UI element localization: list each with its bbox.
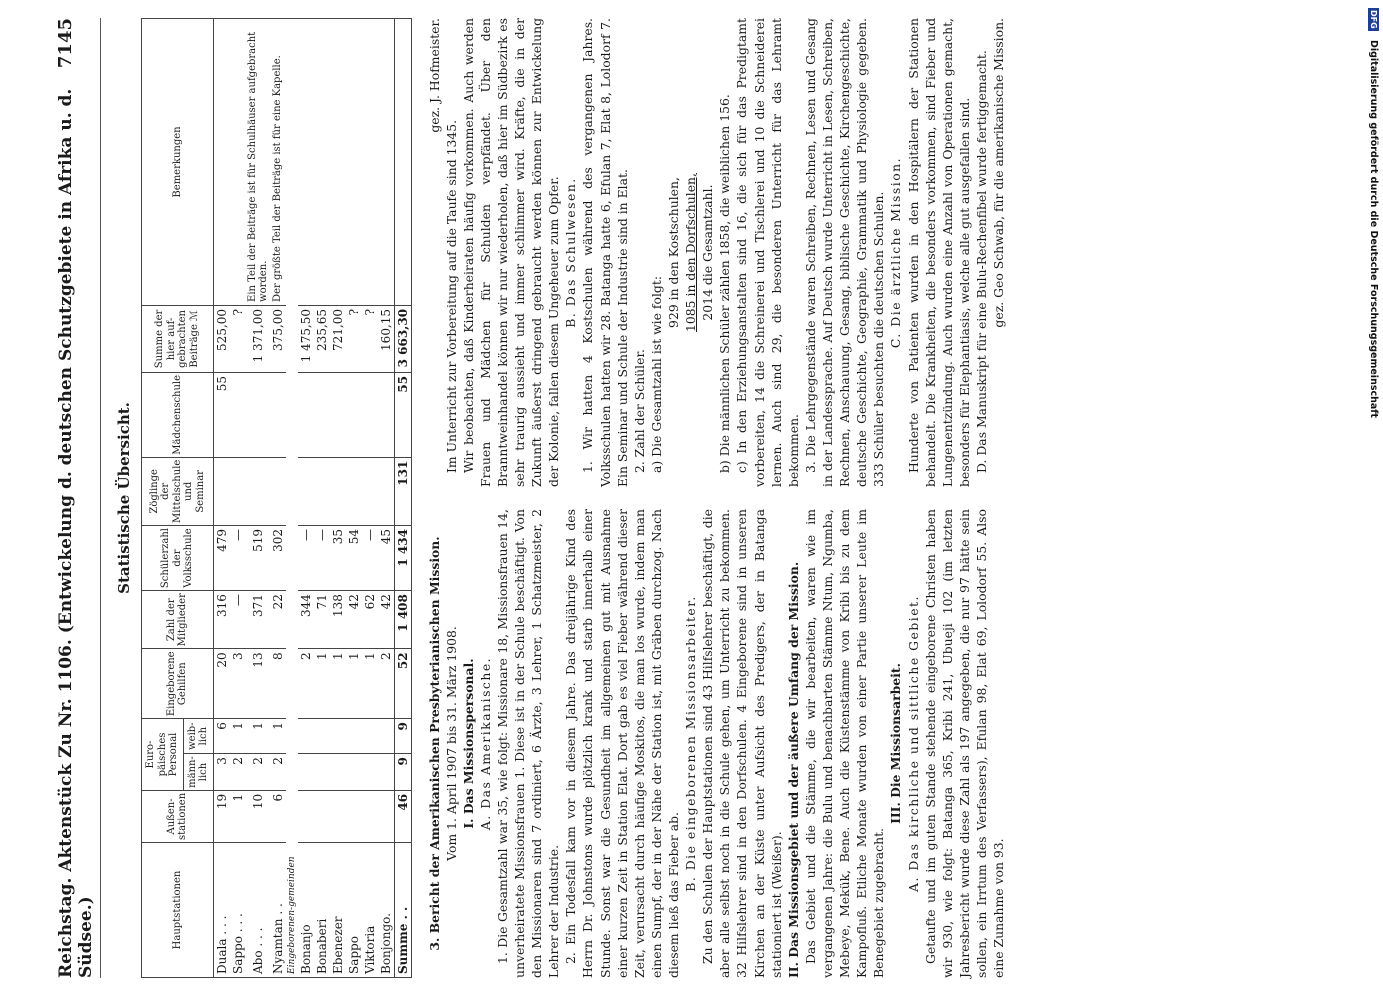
table-row	[378, 19, 395, 978]
col-header-haupt: Hauptstationen	[142, 843, 214, 978]
table-cell-w	[362, 719, 378, 754]
table-cell-mitgl: 42	[346, 591, 362, 649]
table-cell-volks: —	[230, 526, 246, 591]
table-cell-mittel	[330, 457, 346, 525]
table-cell-geh: 3	[230, 649, 246, 719]
credit-text: Digitalisierung gefördert durch die Deutsche Forschungsgemeinschaft	[1368, 39, 1379, 418]
table-cell-volks: —	[298, 526, 314, 591]
paragraph: c) In den Erziehungsanstalten sind 16, die sich für das Predigtamt vorbereiten, 14 die Schreinerei und Tischlerei und 10 die Schneiderei lernen. Auch sind 29, die besonderen Unterricht für das Lehramt bekommen.	[734, 18, 801, 487]
col-header-gehilfen: Eingeborene Gehilfen	[142, 649, 214, 719]
dfg-logo: DFG	[1369, 10, 1378, 29]
sum-cell-m: 9	[394, 754, 411, 791]
table-cell-name: Viktoria	[362, 843, 378, 978]
table-cell-aussen	[362, 790, 378, 842]
table-cell-aussen	[330, 790, 346, 842]
table-cell-volks: —	[314, 526, 330, 591]
table-cell-m	[346, 754, 362, 791]
table-row	[362, 19, 378, 978]
table-cell-summe: 235,65	[314, 305, 330, 372]
digitization-credit	[1361, 8, 1379, 998]
table-cell-aussen	[346, 790, 362, 842]
paragraph: a) Die Gesamtzahl ist wie folgt:	[648, 275, 664, 473]
table-cell-aussen: 1	[230, 790, 246, 842]
table-cell-mitgl: —	[230, 591, 246, 649]
table-cell-w	[330, 719, 346, 754]
section-B-heading: B. Das Schulwesen.	[563, 177, 579, 328]
table-cell-aussen: 10	[246, 790, 270, 842]
table-cell-mittel	[246, 457, 270, 525]
table-cell-maed	[362, 372, 378, 457]
table-cell-mitgl: 138	[330, 591, 346, 649]
table-cell-mitgl: 22	[270, 591, 286, 649]
table-cell-name: Nyamtan . .	[270, 843, 286, 978]
table-cell-w	[298, 719, 314, 754]
table-cell-mittel	[230, 457, 246, 525]
table-cell-m	[298, 754, 314, 791]
col-header-mittel: Zöglinge der Mittelschule und Seminar	[142, 457, 214, 525]
sum-cell-name: Summe . .	[394, 843, 411, 978]
table-cell-aussen: 19	[213, 790, 230, 842]
section-IB-heading: B. Die eingeborenen Missionsarbeiter.	[683, 595, 699, 892]
group-label-row	[286, 19, 298, 978]
paragraph: D. Das Manuskript für eine Bulu-Rechenfibel wurde fertiggemacht.	[974, 50, 989, 473]
table-cell-w: 6	[213, 719, 230, 754]
table-cell-mittel	[314, 457, 330, 525]
previous-signature: gez. J. Hofmeister.	[426, 18, 442, 133]
count-line: 1085 in den Dorfschulen,	[683, 173, 699, 332]
table-cell-m: 3	[213, 754, 230, 791]
report-date: Vom 1. April 1907 bis 31. März 1908.	[443, 626, 459, 861]
count-line: 2014 die Gesamtzahl.	[700, 184, 716, 321]
table-cell-summe: 160,15	[378, 305, 395, 372]
table-cell-aussen	[314, 790, 330, 842]
table-cell-bem: Der größte Teil der Beiträge ist für eine Kapelle.	[270, 19, 286, 306]
table-row	[330, 19, 346, 978]
table-cell-name: Duala . . .	[213, 843, 230, 978]
paragraph: b) Die männlichen Schüler zählen 1858, die weiblichen 156.	[717, 94, 733, 473]
table-cell-bem	[314, 19, 330, 306]
table-cell-maed	[298, 372, 314, 457]
section-C-heading: C. Die ärztliche Mission.	[888, 156, 904, 349]
section-II-heading: II. Das Missionsgebiet und der äußere Umfang der Mission.	[785, 561, 801, 978]
paragraph: Das Gebiet und die Stämme, die wir bearbeiten, waren wie im vergangenen Jahre: die Bulu und benachbarten Stämme Ntum, Ngumba, Mebeye, Mekük, Bene. Auch die Küstenstämme von Kribi bis zu dem Kampofluß. Etliche Monate wurden von einer Partie unserer Leute im Benegebiet zugebracht.	[802, 509, 887, 978]
sum-cell-aussen: 46	[394, 790, 411, 842]
table-cell-mitgl: 316	[213, 591, 230, 649]
paragraph: 1. Wir hatten 4 Kostschulen während des vergangenen Jahres. Volksschulen hatten wir 28. Batanga hatte 6, Efulan 7, Elat 8, Lolodorf 7. Ein Seminar und Schule der Industrie sind in Elat.	[580, 18, 630, 487]
table-cell-m	[330, 754, 346, 791]
table-row	[213, 19, 230, 978]
paragraph: Hunderte von Patienten wurden in den Hospitälern der Stationen behandelt. Die Krankheiten, die besonders vorkommen, sind Fieber und Lungenentzündung. Auch wurden eine Anzahl von Operationen gemacht, besonders für Elephantiasis, welche alle gut ausgefallen sind.	[905, 18, 972, 487]
table-cell-summe: 375,00	[270, 305, 286, 372]
table-cell-geh: 1	[362, 649, 378, 719]
table-cell-name: Bonanjo	[298, 843, 314, 978]
table-cell-m: 2	[246, 754, 270, 791]
col-header-weiblich: weib-lich	[183, 719, 213, 754]
table-cell-maed	[346, 372, 362, 457]
paragraph: 1. Die Gesamtzahl war 35, wie folgt: Missionare 18, Missionsfrauen 14, unverheiratete Missionsfrauen 1. Diese ist in der Schule beschäftigt. Von den Missionaren sind 7 ordiniert, 6 Ärzte, 3 Lehrer, 1 Schatzmeister, 2 Lehrer der Industrie.	[494, 509, 562, 978]
table-cell-name: Bonjongo.	[378, 843, 395, 978]
table-cell-m: 2	[270, 754, 286, 791]
col-header-mitglieder: Zahl der Mitglieder	[142, 591, 214, 649]
table-cell-aussen	[298, 790, 314, 842]
column-left	[426, 509, 1008, 978]
table-cell-summe: 1 475,50	[298, 305, 314, 372]
table-cell-maed	[378, 372, 395, 457]
table-cell-bem: Ein Teil der Beiträge ist für Schulhäuser aufgebracht worden.	[246, 19, 270, 306]
table-cell-summe: ?	[230, 305, 246, 372]
table-cell-mitgl: 371	[246, 591, 270, 649]
table-cell-name: Sappo . . .	[230, 843, 246, 978]
col-header-summe: Summe der hier auf-gebrachten Beiträge ℳ	[142, 305, 214, 372]
col-header-maedchen: Mädchenschule	[142, 372, 214, 457]
column-right	[426, 18, 1008, 487]
col-header-bem: Bemerkungen	[142, 19, 214, 306]
section-IIIA-heading: A. Das kirchliche und sittliche Gebiet.	[905, 595, 921, 892]
table-title: Statistische Übersicht.	[115, 402, 133, 594]
table-cell-maed	[246, 372, 270, 457]
paragraph: Getaufte und im guten Stande stehende eingeborene Christen haben wir 930, wie folgt: Batanga 365, Kribi 241, Ubueji 102 (im letzten Jahresbericht wurde diese Zahl als 197 angegeben, die nur 97 hätte sein sollen, ein Irrtum des Verfassers), Efulan 98, Elat 69, Lolodorf 55. Also eine Zunahme von 93.	[922, 509, 1007, 978]
sum-cell-maed: 55	[394, 372, 411, 457]
table-cell-mittel	[346, 457, 362, 525]
table-cell-volks: 35	[330, 526, 346, 591]
table-cell-mittel	[213, 457, 230, 525]
table-cell-geh: 8	[270, 649, 286, 719]
paragraph: 2. Ein Todesfall kam vor in diesem Jahre. Das dreijährige Kind des Herrn Dr. Johnstons wurde plötzlich krank und starb innerhalb einer Stunde. Sonst war die Gesundheit im allgemeinen gut mit Ausnahme einer kurzen Zeit in Station Elat. Dort gab es viel Fieber während dieser Zeit, verursacht durch häufige Moskitos, die man los wurde, indem man einen Sumpf, der in der Nähe der Station ist, mit Gräben durchzog. Nach diesem ließ das Fieber ab.	[563, 509, 682, 978]
table-cell-summe: ?	[346, 305, 362, 372]
table-cell-volks: 519	[246, 526, 270, 591]
sum-cell-mittel: 131	[394, 457, 411, 525]
table-cell-bem	[298, 19, 314, 306]
table-cell-m: 2	[230, 754, 246, 791]
table-cell-maed	[314, 372, 330, 457]
table-cell-summe: 525,00	[213, 305, 230, 372]
table-row	[246, 19, 270, 978]
table-row	[270, 19, 286, 978]
table-cell-m	[362, 754, 378, 791]
sum-cell-bem	[394, 19, 411, 306]
page-number: 7145	[55, 18, 76, 69]
table-cell-bem	[362, 19, 378, 306]
table-cell-geh: 1	[346, 649, 362, 719]
table-cell-w: 1	[246, 719, 270, 754]
table-cell-w	[314, 719, 330, 754]
col-header-maennlich: männ-lich	[183, 754, 213, 791]
table-row	[314, 19, 330, 978]
table-cell-mittel	[362, 457, 378, 525]
section-I-heading: I. Das Missionspersonal.	[460, 658, 476, 829]
table-cell-volks: 302	[270, 526, 286, 591]
sum-cell-mitgl: 1 408	[394, 591, 411, 649]
col-header-volks: Schülerzahl der Volksschule	[142, 526, 214, 591]
paragraph: 2. Zahl der Schüler.	[631, 349, 647, 473]
group-label: Eingeborenen-gemeinden	[286, 19, 298, 978]
statistics-table	[141, 18, 412, 978]
table-cell-m	[314, 754, 330, 791]
table-cell-mittel	[378, 457, 395, 525]
table-cell-volks: 45	[378, 526, 395, 591]
col-header-euro: Euro-päisches Personal	[142, 719, 184, 791]
table-cell-mitgl: 344	[298, 591, 314, 649]
paragraph: 3. Die Lehrgegenstände waren Schreiben, Rechnen, Lesen und Gesang in der Landessprache. Auf Deutsch wurde Unterricht in Lesen, Schreiben, Rechnen, Anschauung, Gesang, biblische Geschichte, Kirchengeschichte, deutsche Geschichte, Geographie, Grammatik und Physiologie gegeben. 333 Schüler besuchten die deutschen Schulen.	[802, 18, 887, 487]
table-cell-mitgl: 71	[314, 591, 330, 649]
table-cell-mitgl: 42	[378, 591, 395, 649]
table-cell-volks: —	[362, 526, 378, 591]
table-row	[230, 19, 246, 978]
table-cell-geh: 2	[298, 649, 314, 719]
table-cell-geh: 1	[330, 649, 346, 719]
sum-cell-summe: 3 663,30	[394, 305, 411, 372]
paragraph: Im Unterricht zur Vorbereitung auf die Taufe sind 1345.	[443, 119, 459, 473]
page-header	[55, 18, 101, 978]
table-cell-volks: 54	[346, 526, 362, 591]
table-cell-bem	[346, 19, 362, 306]
col-header-aussen: Außen-stationen	[142, 790, 214, 842]
section-IA-heading: A. Das Amerikanische.	[477, 656, 493, 831]
table-cell-aussen	[378, 790, 395, 842]
table-row	[346, 19, 362, 978]
table-cell-maed: 55	[213, 372, 230, 457]
table-cell-geh: 20	[213, 649, 230, 719]
header-title: Reichstag. Aktenstück Zu Nr. 1106. (Entwickelung d. deutschen Schutzgebiete in Afrika u. d. Südsee.)	[56, 88, 96, 978]
table-cell-volks: 479	[213, 526, 230, 591]
table-cell-name: Ebenezer	[330, 843, 346, 978]
table-cell-maed	[230, 372, 246, 457]
table-cell-aussen: 6	[270, 790, 286, 842]
table-cell-mittel	[298, 457, 314, 525]
table-row	[298, 19, 314, 978]
table-cell-bem	[378, 19, 395, 306]
count-line: 929 in den Kostschulen,	[666, 177, 682, 328]
table-cell-summe: 721,00	[330, 305, 346, 372]
text-columns	[426, 18, 1008, 978]
paragraph: Zu den Schulen der Hauptstationen sind 43 Hilfslehrer beschäftigt, die aber alle selbst noch in die Schule gehen, um Unterricht zu bekommen. 32 Hilfslehrer sind in den Dorfschulen. 4 Eingeborene sind in unseren Kirchen an der Küste unter Aufsicht des Predigers, der in Batanga stationiert ist (Weißer).	[700, 509, 784, 978]
table-cell-w: 1	[270, 719, 286, 754]
table-sum-row	[394, 19, 411, 978]
table-cell-maed	[270, 372, 286, 457]
table-cell-w: 1	[230, 719, 246, 754]
table-cell-mittel	[270, 457, 286, 525]
sum-cell-w: 9	[394, 719, 411, 754]
table-cell-bem	[213, 19, 230, 306]
table-cell-geh: 1	[314, 649, 330, 719]
table-cell-maed	[330, 372, 346, 457]
table-cell-name: Bonaberi	[314, 843, 330, 978]
table-cell-bem	[330, 19, 346, 306]
report-title: 3. Bericht der Amerikanischen Presbyterianischen Mission.	[426, 536, 442, 951]
table-cell-name: Abo . . .	[246, 843, 270, 978]
sum-cell-geh: 52	[394, 649, 411, 719]
table-cell-summe: ?	[362, 305, 378, 372]
table-cell-mitgl: 62	[362, 591, 378, 649]
table-cell-w	[346, 719, 362, 754]
table-cell-w	[378, 719, 395, 754]
table-body	[213, 19, 411, 978]
table-cell-summe: 1 371,00	[246, 305, 270, 372]
paragraph: Wir beobachten, daß Kinderheiraten häufig vorkommen. Auch werden Frauen und Mädchen für Schulden verpfändet. Über den Branntweinhandel können wir nur wiederholen, daß hier im Südbezirk es sehr traurig aussieht und immer schlimmer wird. Kräfte, die in der Zukunft äußerst dringend gebraucht werden können zur Entwickelung der Kolonie, fallen diesem Ungeheuer zum Opfer.	[460, 18, 562, 487]
table-cell-bem	[230, 19, 246, 306]
table-cell-geh: 13	[246, 649, 270, 719]
table-cell-geh: 2	[378, 649, 395, 719]
table-cell-m	[378, 754, 395, 791]
signature: gez. Geo Schwab, für die amerikanische Mission.	[991, 18, 1007, 328]
sum-cell-volks: 1 434	[394, 526, 411, 591]
section-III-heading: III. Die Missionsarbeit.	[888, 663, 904, 824]
table-cell-name: Sappo	[346, 843, 362, 978]
